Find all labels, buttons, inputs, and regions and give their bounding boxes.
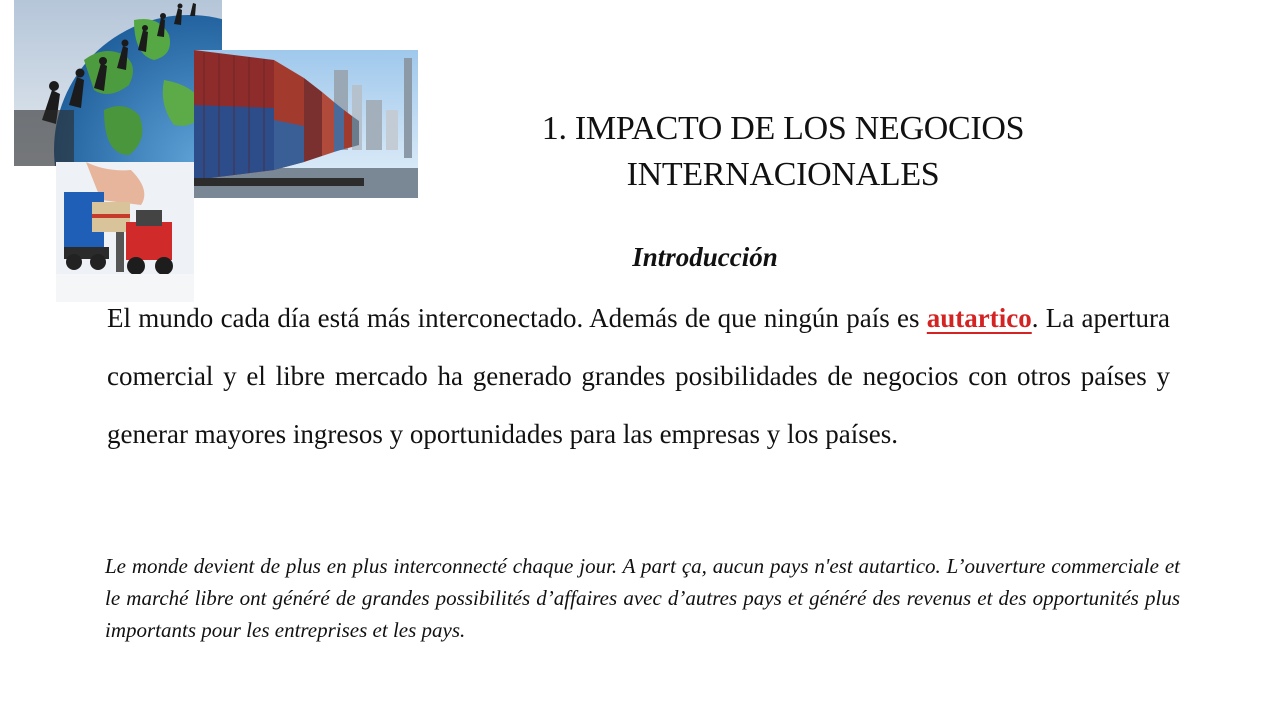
intro-heading: Introducción (632, 242, 778, 272)
french-paragraph: Le monde devient de plus en plus interconnecté chaque jour. A part ça, aucun pays n'est autartico. L’ouverture commerciale et le marché libre ont généré de grandes possibilités d’affaires avec d’autres pays et généré des revenus et des opportunités plus importants pour les entreprises et les pays. (105, 554, 1180, 642)
title-line-2: INTERNACIONALES (626, 156, 940, 193)
spanish-text-start: El mundo cada día está más interconectado. Además de que ningún país es (107, 303, 927, 333)
container-train-image (194, 50, 418, 198)
title-line-1: 1. IMPACTO DE LOS NEGOCIOS (541, 110, 1025, 147)
delivery-trucks-image (56, 162, 194, 302)
spanish-paragraph (107, 289, 1170, 463)
slide-title (468, 106, 1098, 198)
autartico-link[interactable]: autartico (926, 303, 1032, 333)
globe-people-image (14, 0, 222, 166)
spanish-text-end: . La apertura comercial y el libre mercado ha generado grandes posibilidades de negocios con otros países y generar mayores ingresos y oportunidades para las empresas y los países. (107, 303, 1170, 449)
